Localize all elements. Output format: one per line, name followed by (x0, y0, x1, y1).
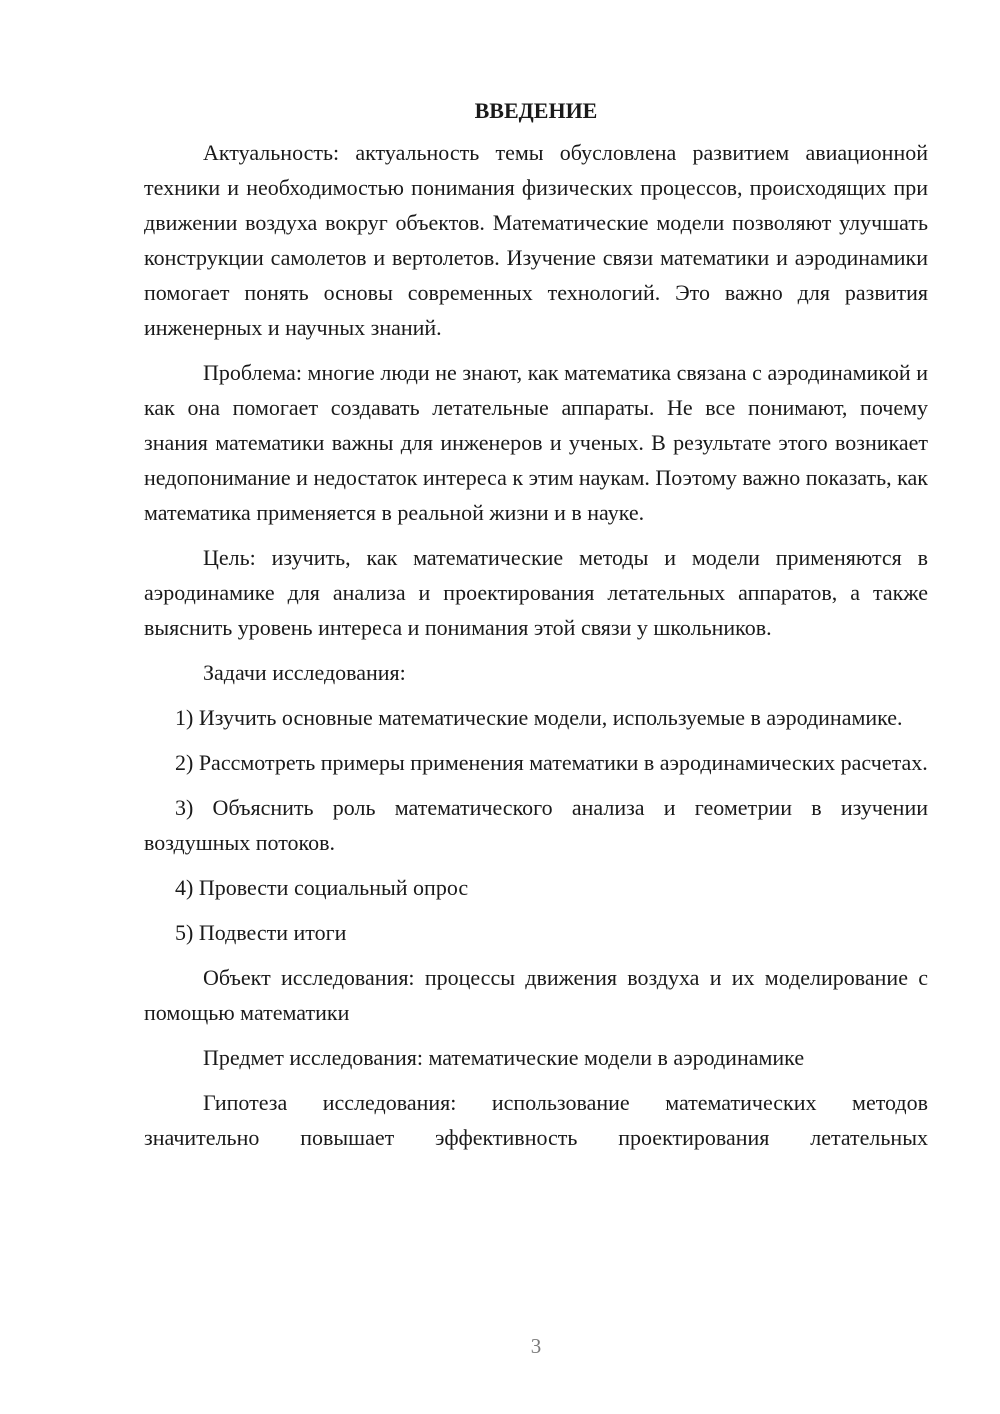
task-item-1: 1) Изучить основные математические модели, используемые в аэродинамике. (175, 705, 903, 730)
paragraph-goal: Цель: изучить, как математические методы и модели применяются в аэродинамике для анализа и проектирования летательных аппаратов, а также выяснить уровень интереса и понимания этой связи у школьников. (144, 545, 928, 640)
page-number: 3 (530, 1334, 542, 1358)
paragraph-subject: Предмет исследования: математические модели в аэродинамике (203, 1045, 805, 1070)
tasks-heading: Задачи исследования: (203, 660, 406, 685)
document-body (144, 96, 928, 1165)
paragraph-problem: Проблема: многие люди не знают, как математика связана с аэродинамикой и как она помогает создавать летательные аппараты. Не все понимают, почему знания математики важны для инженеров и ученых. В результате этого возникает недопонимание и недостаток интереса к этим наукам. Поэтому важно показать, как математика применяется в реальной жизни и в науке. (144, 360, 928, 525)
paragraph-object: Объект исследования: процессы движения воздуха и их моделирование с помощью математики (144, 965, 928, 1025)
task-item-5: 5) Подвести итоги (175, 920, 347, 945)
task-item-4: 4) Провести социальный опрос (175, 875, 469, 900)
page-title: ВВЕДЕНИЕ (474, 98, 598, 123)
paragraph-hypothesis: Гипотеза исследования: использование математических методов значительно повышает эффективность проектирования летательных (144, 1090, 928, 1150)
paragraph-relevance: Актуальность: актуальность темы обусловлена развитием авиационной техники и необходимостью понимания физических процессов, происходящих при движении воздуха вокруг объектов. Математические модели позволяют улучшать конструкции самолетов и вертолетов. Изучение связи математики и аэродинамики помогает понять основы современных технологий. Это важно для развития инженерных и научных знаний. (144, 140, 928, 340)
task-item-2: 2) Рассмотреть примеры применения математики в аэродинамических расчетах. (175, 750, 928, 775)
task-item-3: 3) Объяснить роль математического анализа и геометрии в изучении воздушных потоков. (144, 795, 928, 855)
